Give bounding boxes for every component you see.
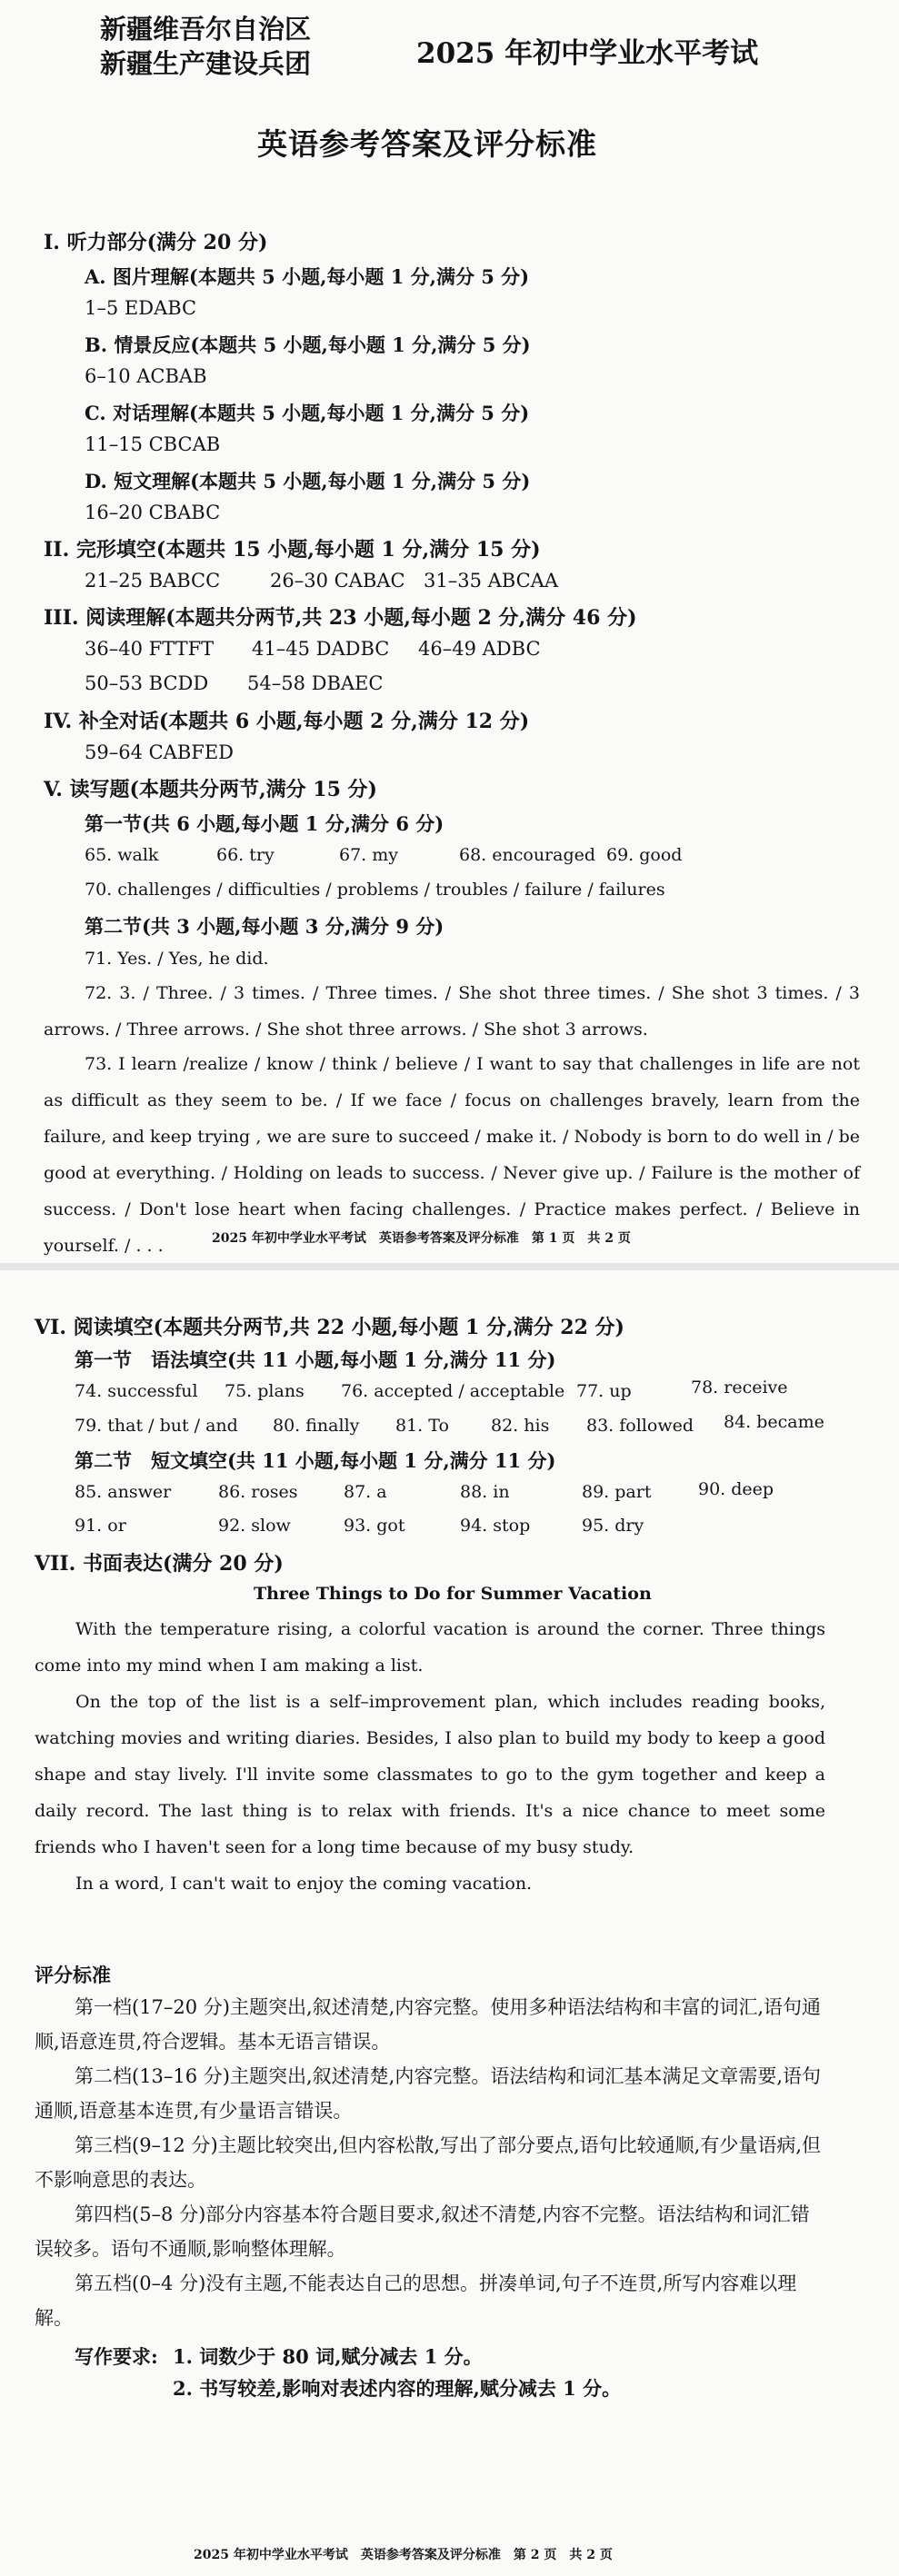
grade-level-5: 第五档(0–4 分)没有主题,不能表达自己的思想。拼凑单词,句子不连贯,所写内容难以理解。 xyxy=(35,2273,797,2329)
writing-requirements-label: 写作要求: xyxy=(75,2345,158,2368)
page-2-footer: 2025 年初中学业水平考试 英语参考答案及评分标准 第 2 页 共 2 页 xyxy=(194,2548,613,2562)
answer-95: 95. dry xyxy=(582,1516,644,1536)
region-line-1: 新疆维吾尔自治区 xyxy=(100,14,312,45)
answer-86: 86. roses xyxy=(218,1482,298,1502)
answer-84: 84. became xyxy=(724,1412,824,1432)
grade-level-1: 第一档(17–20 分)主题突出,叙述清楚,内容完整。使用多种语法结构和丰富的词汇,语句通顺,语意连贯,符合逻辑。基本无语言错误。 xyxy=(35,1996,822,2053)
answer-68: 68. encouraged xyxy=(459,845,596,865)
answer-85: 85. answer xyxy=(75,1482,172,1502)
grade-level-4: 第四档(5–8 分)部分内容基本符合题目要求,叙述不清楚,内容不完整。语法结构和词汇错误较多。语句不通顺,影响整体理解。 xyxy=(35,2203,810,2260)
answer-93: 93. got xyxy=(344,1516,405,1536)
answer-79: 79. that / but / and xyxy=(75,1416,238,1436)
writing-requirement-1: 1. 词数少于 80 词,赋分减去 1 分。 xyxy=(173,2345,483,2368)
answer-94: 94. stop xyxy=(460,1516,531,1536)
answer-page-2 xyxy=(0,1270,899,2576)
answer-70: 70. challenges / difficulties / problems / troubles / failure / failures xyxy=(85,880,665,900)
answer-83: 83. followed xyxy=(586,1416,694,1436)
answer-74: 74. successful xyxy=(75,1381,198,1401)
document-title: 英语参考答案及评分标准 xyxy=(257,126,597,162)
section-2-answers-3: 31–35 ABCAA xyxy=(424,570,559,592)
answer-92: 92. slow xyxy=(218,1516,291,1536)
answer-77: 77. up xyxy=(576,1381,632,1401)
essay-paragraph-1: With the temperature rising, a colorful vacation is around the corner. Three things come into my mind when I am making a list. xyxy=(35,1619,825,1676)
section-6-part-2-heading: 第二节 短文填空(共 11 小题,每小题 1 分,满分 11 分) xyxy=(75,1449,556,1472)
answer-90: 90. deep xyxy=(698,1479,774,1499)
section-3-answers-5: 54–58 DBAEC xyxy=(247,672,384,694)
section-1-heading: I. 听力部分(满分 20 分) xyxy=(44,231,268,254)
section-3-answers-1: 36–40 FTTFT xyxy=(85,638,215,660)
section-3-heading: III. 阅读理解(本题共分两节,共 23 小题,每小题 2 分,满分 46 分) xyxy=(44,606,637,630)
grade-level-3: 第三档(9–12 分)主题比较突出,但内容松散,写出了部分要点,语句比较通顺,有少量语病,但不影响意思的表达。 xyxy=(35,2134,822,2191)
answer-87: 87. a xyxy=(344,1482,387,1502)
essay-paragraph-2: On the top of the list is a self–improvement plan, which includes reading books, watching movies and writing diaries. Besides, I also plan to build my body to keep a good shape and stay lively. I'll invite some classmates to go to the gym together and keep a daily record. The last thing is to relax with friends. It's a nice chance to meet some friends who I haven't seen for a long time because of my busy study. xyxy=(35,1692,825,1857)
answer-80: 80. finally xyxy=(273,1416,360,1436)
section-2-answers-1: 21–25 BABCC xyxy=(85,570,221,592)
answer-89: 89. part xyxy=(582,1482,652,1502)
answer-page-1 xyxy=(0,0,899,1263)
answer-73: 73. I learn /realize / know / think / believe / I want to say that challenges in life are not as difficult as they seem to be. / If we face / focus on challenges bravely, learn from the failure, and keep trying , we are sure to succeed / make it. / Nobody is born to do well in / be good at everything. / Holding on leads to success. / Never give up. / Failure is the mother of success. / Don't lose heart when facing challenges. / Practice makes perfect. / Believe in yourself. / . . . xyxy=(44,1054,860,1256)
page-separator xyxy=(0,1263,899,1270)
section-1a-heading: A. 图片理解(本题共 5 小题,每小题 1 分,满分 5 分) xyxy=(85,265,530,288)
section-2-answers-2: 26–30 CABAC xyxy=(270,570,405,592)
region-line-2: 新疆生产建设兵团 xyxy=(100,48,312,79)
essay-title: Three Things to Do for Summer Vacation xyxy=(254,1584,652,1604)
section-1c-answers: 11–15 CBCAB xyxy=(85,433,221,455)
section-1d-answers: 16–20 CBABC xyxy=(85,502,221,523)
answers-85-90-row xyxy=(0,1479,899,1506)
section-1b-answers: 6–10 ACBAB xyxy=(85,365,207,387)
page-1-footer: 2025 年初中学业水平考试 英语参考答案及评分标准 第 1 页 共 2 页 xyxy=(212,1231,631,1246)
section-3-answers-3: 46–49 ADBC xyxy=(418,638,541,660)
section-3-answers-2: 41–45 DADBC xyxy=(252,638,390,660)
answers-65-69-row xyxy=(0,845,899,869)
answers-91-95-row xyxy=(0,1516,899,1539)
answer-65: 65. walk xyxy=(85,845,159,865)
section-6-heading: VI. 阅读填空(本题共分两节,共 22 小题,每小题 1 分,满分 22 分) xyxy=(35,1316,624,1339)
answer-78: 78. receive xyxy=(691,1378,788,1397)
answer-91: 91. or xyxy=(75,1516,126,1536)
section-4-answers: 59–64 CABFED xyxy=(85,741,235,763)
section-1b-heading: B. 情景反应(本题共 5 小题,每小题 1 分,满分 5 分) xyxy=(85,333,531,356)
answer-81: 81. To xyxy=(395,1416,449,1436)
section-5-part-1-heading: 第一节(共 6 小题,每小题 1 分,满分 6 分) xyxy=(85,812,445,835)
answer-71: 71. Yes. / Yes, he did. xyxy=(85,949,269,969)
answer-75: 75. plans xyxy=(225,1381,305,1401)
grade-level-2: 第二档(13–16 分)主题突出,叙述清楚,内容完整。语法结构和词汇基本满足文章需要,语句通顺,语意基本连贯,有少量语言错误。 xyxy=(35,2065,822,2122)
answer-69: 69. good xyxy=(606,845,683,865)
section-7-heading: VII. 书面表达(满分 20 分) xyxy=(35,1552,284,1576)
section-5-part-2-heading: 第二节(共 3 小题,每小题 3 分,满分 9 分) xyxy=(85,915,445,938)
writing-requirement-2: 2. 书写较差,影响对表述内容的理解,赋分减去 1 分。 xyxy=(173,2377,622,2400)
answer-72: 72. 3. / Three. / 3 times. / Three times. / She shot three times. / She shot 3 times. / 3 arrows. / Three arrows. / She shot three arrows. / She shot 3 arrows. xyxy=(44,983,860,1039)
section-1d-heading: D. 短文理解(本题共 5 小题,每小题 1 分,满分 5 分) xyxy=(85,470,531,492)
grading-heading: 评分标准 xyxy=(35,1964,111,1986)
section-3-answers-4: 50–53 BCDD xyxy=(85,672,209,694)
section-1c-heading: C. 对话理解(本题共 5 小题,每小题 1 分,满分 5 分) xyxy=(85,402,530,424)
answer-66: 66. try xyxy=(216,845,275,865)
answers-74-78-row xyxy=(0,1378,899,1405)
section-1a-answers: 1–5 EDABC xyxy=(85,297,197,319)
section-6-part-1-heading: 第一节 语法填空(共 11 小题,每小题 1 分,满分 11 分) xyxy=(75,1348,556,1371)
answers-79-84-row xyxy=(0,1412,899,1439)
answer-76: 76. accepted / acceptable xyxy=(341,1381,565,1401)
answer-88: 88. in xyxy=(460,1482,510,1502)
essay-paragraph-3: In a word, I can't wait to enjoy the coming vacation. xyxy=(75,1874,533,1894)
answer-82: 82. his xyxy=(491,1416,550,1436)
answer-67: 67. my xyxy=(339,845,399,865)
exam-title: 2025 年初中学业水平考试 xyxy=(416,37,759,70)
section-5-heading: V. 读写题(本题共分两节,满分 15 分) xyxy=(44,778,377,801)
section-2-heading: II. 完形填空(本题共 15 小题,每小题 1 分,满分 15 分) xyxy=(44,538,541,562)
section-4-heading: IV. 补全对话(本题共 6 小题,每小题 2 分,满分 12 分) xyxy=(44,710,530,733)
